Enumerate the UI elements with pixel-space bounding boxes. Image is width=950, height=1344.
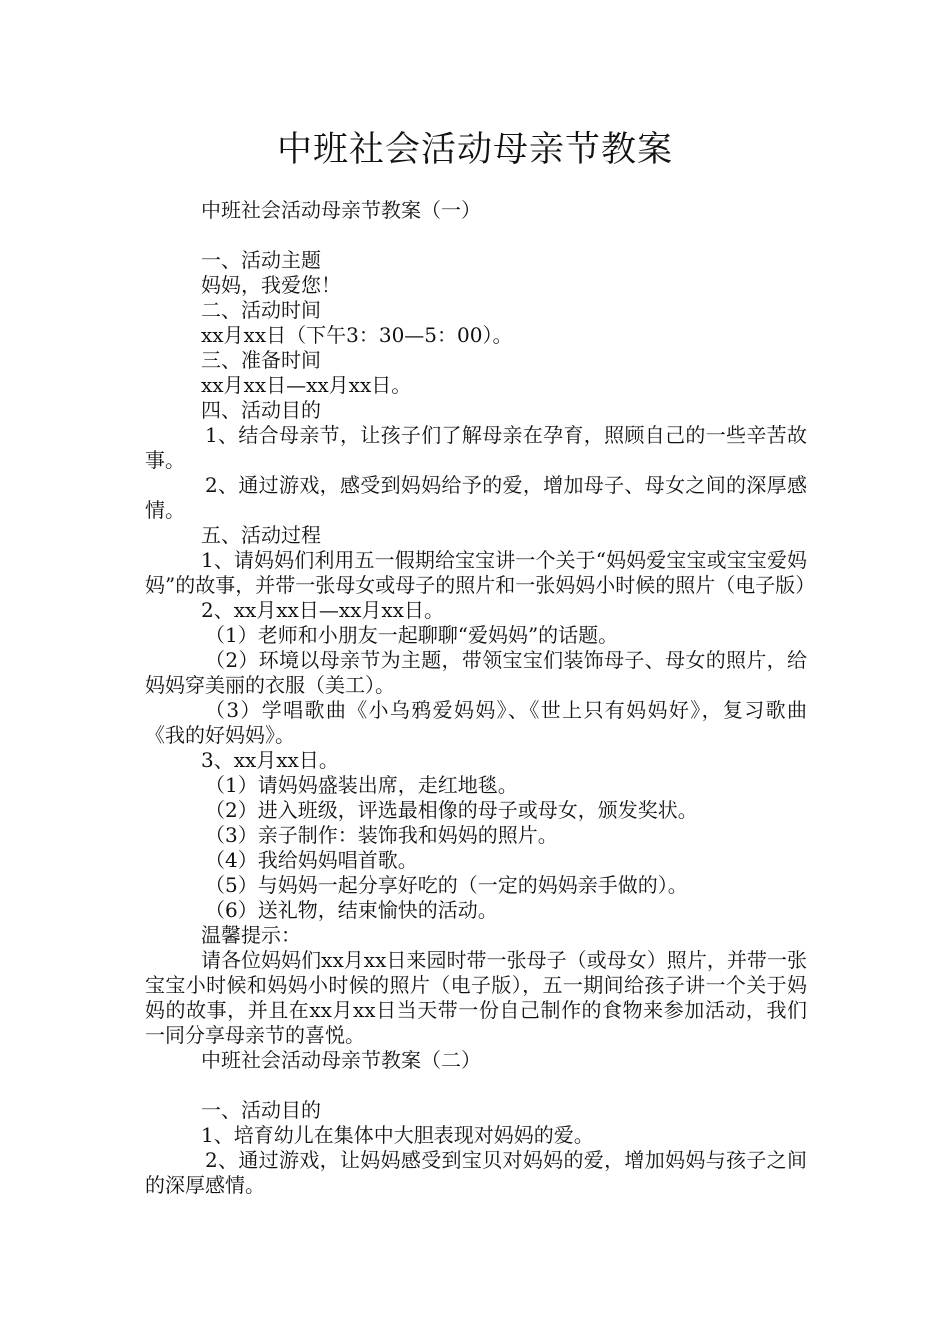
paragraph: 2、xx月xx日—xx月xx日。 <box>201 598 444 622</box>
paragraph: （2）进入班级，评选最相像的母子或母女，颁发奖状。 <box>205 798 698 822</box>
blank-line <box>145 223 807 248</box>
paragraph: （5）与妈妈一起分享好吃的（一定的妈妈亲手做的）。 <box>205 873 688 897</box>
paragraph: 五、活动过程 <box>201 523 321 547</box>
paragraph: 一、活动主题 <box>201 248 321 272</box>
paragraph: 三、准备时间 <box>201 348 321 372</box>
paragraph: 2、通过游戏，让妈妈感受到宝贝对妈妈的爱，增加妈妈与孩子之间的深厚感情。 <box>145 1148 807 1197</box>
paragraph: 温馨提示： <box>201 923 301 947</box>
paragraph: 二、活动时间 <box>201 298 321 322</box>
paragraph: 1、结合母亲节，让孩子们了解母亲在孕育，照顾自己的一些辛苦故事。 <box>145 423 807 472</box>
paragraph: （1）请妈妈盛装出席，走红地毯。 <box>205 773 518 797</box>
paragraph: 请各位妈妈们xx月xx日来园时带一张母子（或母女）照片，并带一张宝宝小时候和妈妈小时候的照片（电子版），五一期间给孩子讲一个关于妈妈的故事，并且在xx月xx日当天带一份自己制作的食物来参加活动，我们一同分享母亲节的喜悦。 <box>145 948 807 1047</box>
document-body <box>145 198 816 1198</box>
paragraph: （3）亲子制作：装饰我和妈妈的照片。 <box>205 823 558 847</box>
blank-line <box>145 1073 807 1098</box>
paragraph: 2、通过游戏，感受到妈妈给予的爱，增加母子、母女之间的深厚感情。 <box>145 473 807 522</box>
paragraph: （3）学唱歌曲《小乌鸦爱妈妈》、《世上只有妈妈好》，复习歌曲《我的好妈妈》。 <box>145 698 807 747</box>
paragraph: （6）送礼物，结束愉快的活动。 <box>205 898 498 922</box>
paragraph: （2）环境以母亲节为主题，带领宝宝们装饰母子、母女的照片，给妈妈穿美丽的衣服（美工）。 <box>145 648 807 697</box>
paragraph: （4）我给妈妈唱首歌。 <box>205 848 418 872</box>
document-title: 中班社会活动母亲节教案 <box>276 130 673 170</box>
section-heading: 中班社会活动母亲节教案（一） <box>201 198 481 222</box>
paragraph: xx月xx日（下午3：30—5：00）。 <box>201 323 513 347</box>
paragraph: 1、培育幼儿在集体中大胆表现对妈妈的爱。 <box>201 1123 594 1147</box>
section-heading: 中班社会活动母亲节教案（二） <box>201 1048 481 1072</box>
paragraph: （1）老师和小朋友一起聊聊“爱妈妈”的话题。 <box>205 623 619 647</box>
paragraph: 四、活动目的 <box>201 398 321 422</box>
paragraph: xx月xx日—xx月xx日。 <box>201 373 412 397</box>
paragraph: 1、请妈妈们利用五一假期给宝宝讲一个关于“妈妈爱宝宝或宝宝爱妈妈”的故事，并带一张母女或母子的照片和一张妈妈小时候的照片（电子版） <box>145 548 816 597</box>
paragraph: 一、活动目的 <box>201 1098 321 1122</box>
paragraph: 妈妈，我爱您！ <box>201 273 341 297</box>
paragraph: 3、xx月xx日。 <box>201 748 339 772</box>
